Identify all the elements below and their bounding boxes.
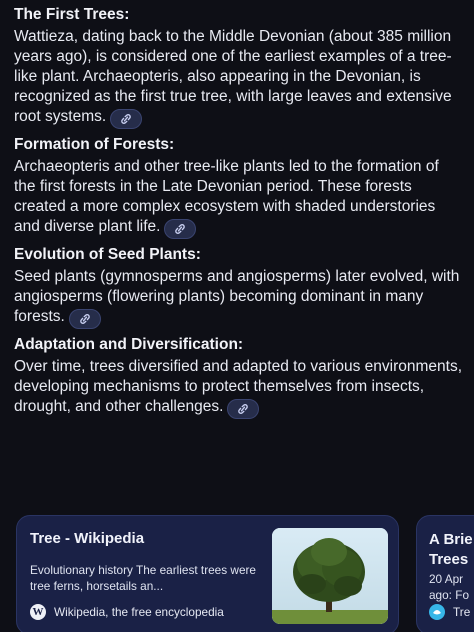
section-heading: Evolution of Seed Plants: <box>14 246 201 263</box>
link-icon <box>78 314 92 324</box>
section-text: Wattieza, dating back to the Middle Devonian (about 385 million years ago), is considered one of the earliest examples of a tree-like plant. Archaeopteris, also appearing in the Devonian, is recognized as the first true tree, with large leaves and extensive root systems. <box>14 28 452 125</box>
ai-response <box>14 4 464 424</box>
section-heading: Adaptation and Diversification: <box>14 336 244 353</box>
source-logo-icon <box>429 604 445 620</box>
card-snippet: Evolutionary history The earliest trees were tree ferns, horsetails an... <box>30 563 256 593</box>
card-source-name: Tre <box>453 605 471 619</box>
card-source <box>30 604 224 620</box>
section-text: Seed plants (gymnosperms and angiosperms) later evolved, with angiosperms (flowering plants) becoming dominant in many forests. <box>14 268 460 325</box>
card-title: Tree - Wikipedia <box>30 530 145 547</box>
section-evolution-of-seed-plants <box>14 244 464 329</box>
section-body <box>14 157 464 239</box>
source-link-button[interactable] <box>69 309 101 329</box>
source-cards-carousel[interactable] <box>0 511 474 632</box>
section-adaptation-and-diversification <box>14 334 464 419</box>
card-source-name: Wikipedia, the free encyclopedia <box>54 605 224 619</box>
source-link-button[interactable] <box>110 109 142 129</box>
section-text: Archaeopteris and other tree-like plants led to the formation of the first forests in the Late Devonian period. These forests created a more complex ecosystem with shaded understories and diverse plant life. <box>14 158 439 235</box>
section-first-trees <box>14 4 464 129</box>
tree-thumbnail-icon <box>272 528 388 624</box>
section-body <box>14 27 464 129</box>
source-card-next[interactable] <box>416 515 474 632</box>
section-heading: The First Trees: <box>14 6 130 23</box>
card-meta: 20 Apr ago: Fo <box>429 572 470 602</box>
link-icon <box>119 114 133 124</box>
source-link-button[interactable] <box>164 219 196 239</box>
wikipedia-logo-icon: W <box>30 604 46 620</box>
card-source <box>429 604 470 620</box>
section-formation-of-forests <box>14 134 464 239</box>
source-link-button[interactable] <box>227 399 259 419</box>
source-card-tree-wikipedia[interactable] <box>16 515 399 632</box>
section-text: Over time, trees diversified and adapted to various environments, developing mechanisms to protect themselves from insects, drought, and other challenges. <box>14 358 463 415</box>
card-title: A Brie Trees <box>429 531 473 568</box>
section-heading: Formation of Forests: <box>14 136 175 153</box>
link-icon <box>236 404 250 414</box>
section-body <box>14 267 464 329</box>
link-icon <box>173 224 187 234</box>
section-body <box>14 357 464 419</box>
